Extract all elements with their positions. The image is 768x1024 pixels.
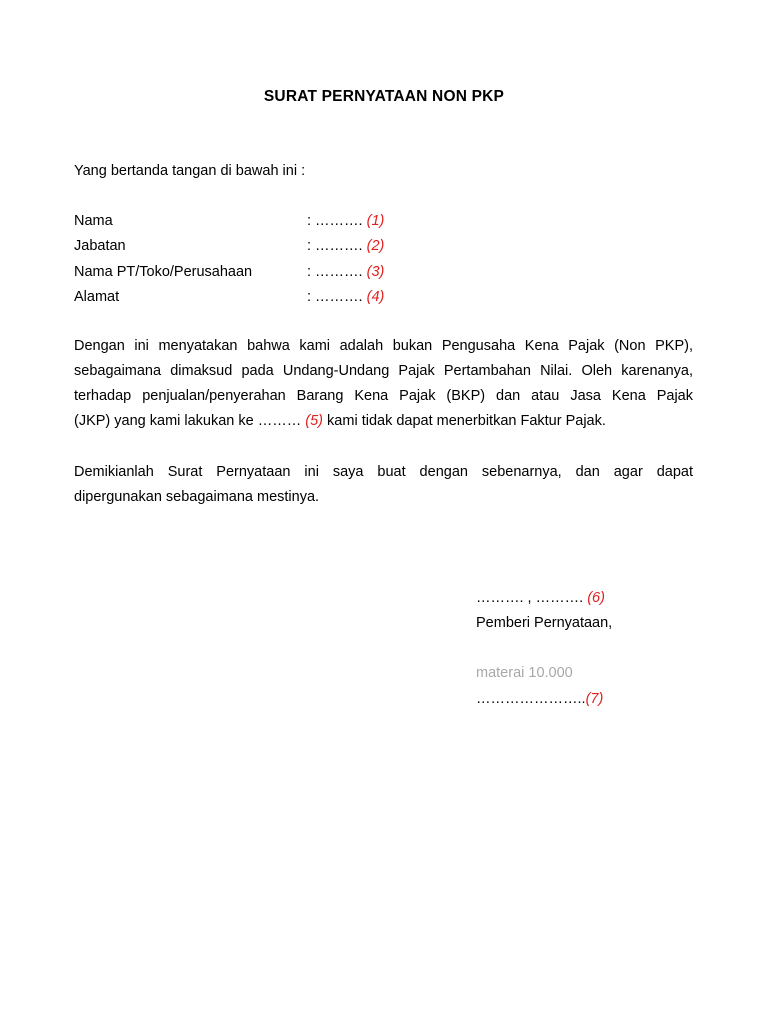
paragraph-text: kami tidak dapat menerbitkan Faktur Pajak. bbox=[327, 413, 606, 429]
field-placeholder: : ………. bbox=[307, 289, 363, 305]
field-value bbox=[307, 289, 384, 305]
document-title: SURAT PERNYATAAN NON PKP bbox=[263, 88, 505, 105]
closing-paragraph bbox=[74, 460, 693, 510]
field-value bbox=[307, 264, 384, 280]
paragraph-line: sebagaimana dimaksud pada Undang-Undang Pajak Pertambahan Nilai. Oleh karenanya, bbox=[74, 363, 693, 379]
paragraph-line: Dengan ini menyatakan bahwa kami adalah bukan Pengusaha Kena Pajak (Non PKP), bbox=[74, 338, 693, 354]
reference-marker: (7) bbox=[585, 691, 604, 707]
name-placeholder: ………………….. bbox=[476, 691, 586, 707]
field-row-nama-perusahaan bbox=[74, 264, 694, 284]
place-date-line bbox=[476, 590, 605, 606]
paragraph-line: dipergunakan sebagaimana mestinya. bbox=[74, 489, 320, 505]
paragraph-line bbox=[74, 409, 693, 434]
reference-marker: (2) bbox=[366, 238, 385, 254]
paragraph-text: (JKP) yang kami lakukan ke ……… bbox=[74, 413, 302, 429]
field-label: Alamat bbox=[74, 289, 120, 305]
intro-text: Yang bertanda tangan di bawah ini : bbox=[74, 163, 306, 179]
field-row-alamat bbox=[74, 289, 694, 309]
field-value bbox=[307, 213, 384, 229]
statement-paragraph bbox=[74, 334, 693, 434]
reference-marker: (1) bbox=[366, 213, 385, 229]
reference-marker: (6) bbox=[587, 590, 605, 606]
reference-marker: (5) bbox=[305, 413, 324, 429]
place-date-placeholder: ………. , ………. bbox=[476, 590, 584, 606]
signer-name-line bbox=[476, 691, 603, 707]
field-row-jabatan bbox=[74, 238, 694, 258]
field-placeholder: : ………. bbox=[307, 238, 363, 254]
paragraph-line: Demikianlah Surat Pernyataan ini saya buat dengan sebenarnya, dan agar dapat bbox=[74, 464, 693, 480]
reference-marker: (3) bbox=[366, 264, 385, 280]
field-value bbox=[307, 238, 384, 254]
field-label: Nama bbox=[74, 213, 113, 229]
field-placeholder: : ………. bbox=[307, 264, 363, 280]
paragraph-line: terhadap penjualan/penyerahan Barang Kena Pajak (BKP) dan atau Jasa Kena Pajak bbox=[74, 388, 693, 404]
field-label: Nama PT/Toko/Perusahaan bbox=[74, 264, 253, 280]
reference-marker: (4) bbox=[366, 289, 385, 305]
field-row-nama bbox=[74, 213, 694, 233]
stamp-placeholder: materai 10.000 bbox=[476, 665, 573, 681]
field-placeholder: : ………. bbox=[307, 213, 363, 229]
field-label: Jabatan bbox=[74, 238, 126, 254]
signer-label: Pemberi Pernyataan, bbox=[476, 615, 613, 631]
